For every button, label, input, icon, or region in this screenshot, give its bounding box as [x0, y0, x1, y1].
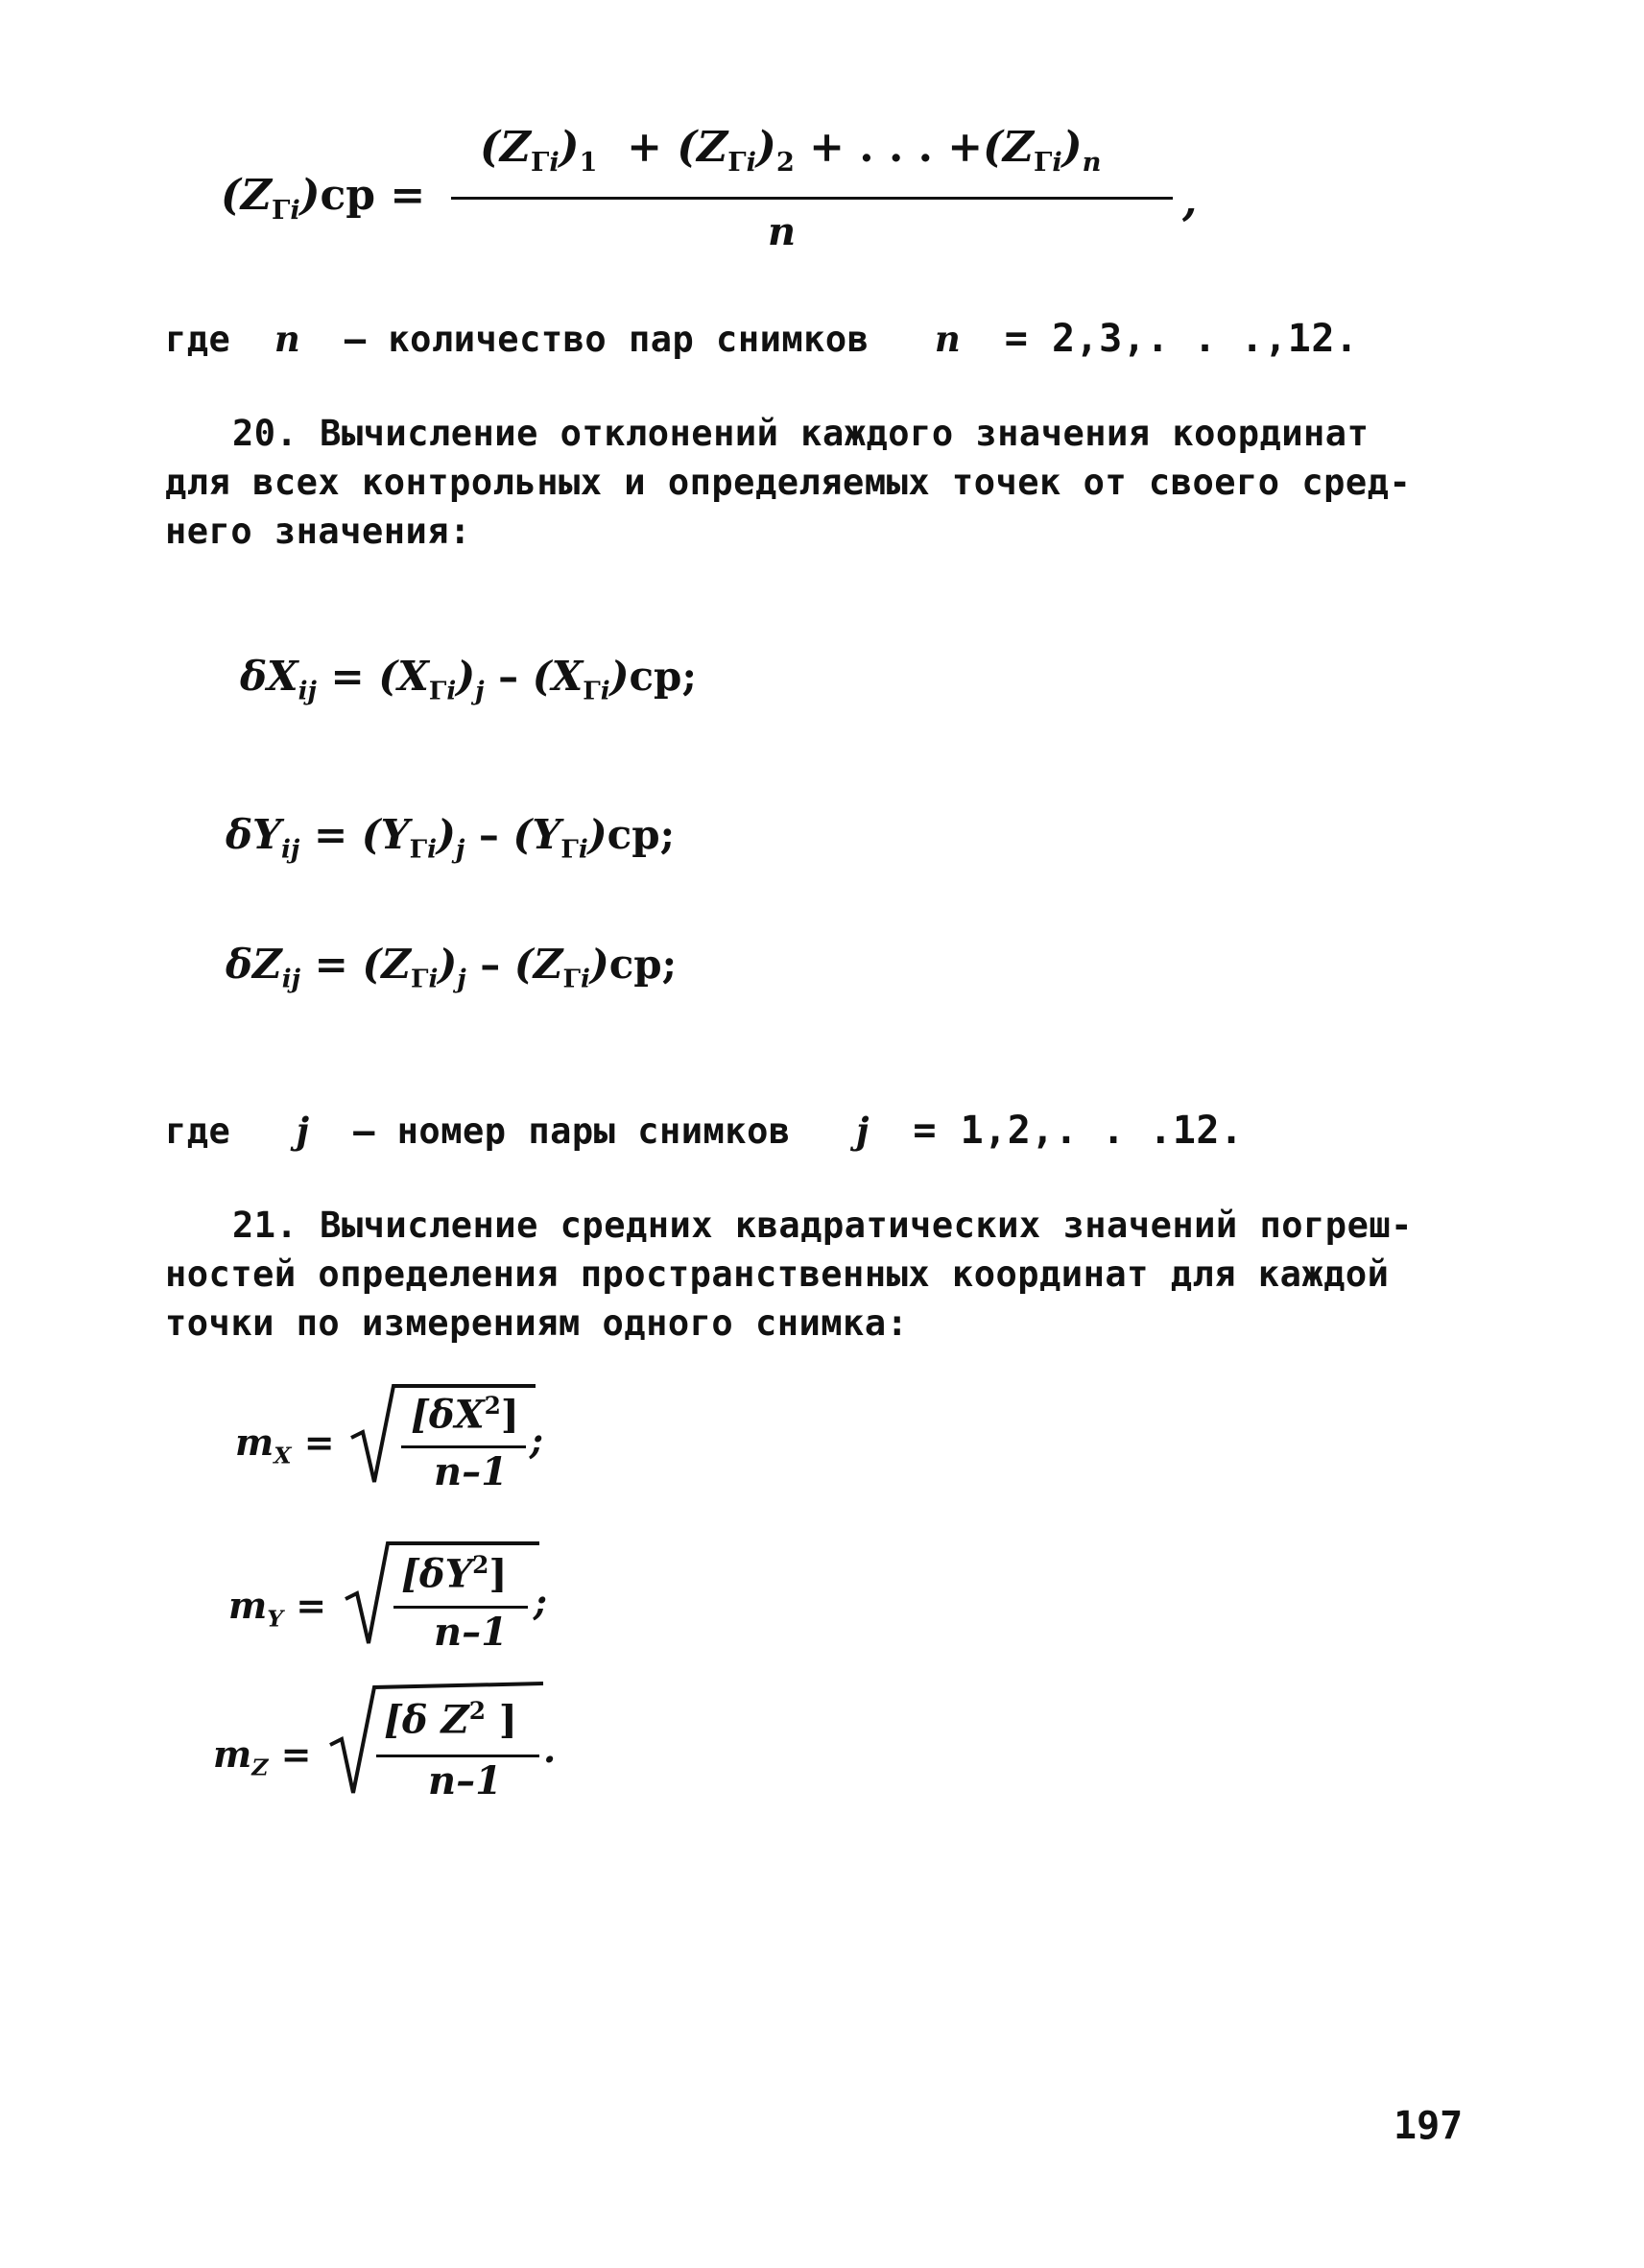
rms-y-numerator: $[\delta Y^2]$ — [401, 1551, 508, 1597]
deviation-z: $\delta Z_{ij} = (Z_{\Gamma i})_j - (Z_{\Gamma i})ср$; — [226, 941, 678, 994]
page-number: 197 — [1394, 2104, 1464, 2148]
mean-fraction-bar — [451, 197, 1173, 200]
rms-x-fraction-bar — [401, 1445, 526, 1448]
deviation-y: $\delta Y_{ij} = (Y_{\Gamma i})_j - (Y_{\Gamma i})ср$; — [226, 811, 676, 865]
rms-z-denominator: n–1 — [428, 1758, 502, 1803]
rms-x-numerator: $[\delta X^2]$ — [411, 1392, 519, 1438]
rms-y-denominator: n–1 — [434, 1610, 508, 1655]
mean-end: , — [1182, 177, 1198, 226]
where-n-line: где n – количество пар снимков n = 2,3,. . .,12. — [165, 317, 1359, 361]
section-21-line-1: 21. Вычисление средних квадратических значений погреш- — [232, 1205, 1413, 1246]
rms-z-end: . — [543, 1728, 557, 1771]
rms-y-lhs: $m_Y$ = — [228, 1584, 327, 1633]
rms-z-numerator: [δ $Z^2$ ] — [384, 1697, 517, 1743]
section-20-line-3: него значения: — [165, 511, 471, 552]
rms-x-denominator: n–1 — [434, 1449, 508, 1494]
rms-z-lhs: $m_Z$ = — [213, 1732, 312, 1781]
rms-z-fraction-bar — [376, 1755, 539, 1757]
mean-lhs: $(Z_{\Gamma i})ср$ = — [221, 171, 426, 226]
rms-y-fraction-bar — [393, 1606, 528, 1609]
rms-y-end: ; — [534, 1580, 548, 1623]
rms-x-end: ; — [530, 1419, 544, 1462]
section-21-line-3: точки по измерениям одного снимка: — [165, 1302, 909, 1344]
section-21-line-2: ностей определения пространственных координат для каждой — [165, 1253, 1390, 1295]
rms-x-lhs: $m_X$ = — [235, 1420, 335, 1469]
mean-denominator: n — [768, 209, 797, 254]
where-j-line: где j – номер пары снимков j = 1,2,. . .12. — [165, 1109, 1244, 1153]
section-20-line-2: для всех контрольных и определяемых точек от своего сред- — [165, 462, 1412, 503]
mean-numerator: $(Z_{\Gamma i})_1 + (Z_{\Gamma i})_2$ + . . . $+(Z_{\Gamma i})_n$ — [480, 123, 1102, 178]
deviation-x: $\delta X_{ij} = (X_{\Gamma i})_j - (X_{\Gamma i})ср$; — [240, 653, 697, 706]
section-20-line-1: 20. Вычисление отклонений каждого значения координат — [232, 413, 1370, 454]
